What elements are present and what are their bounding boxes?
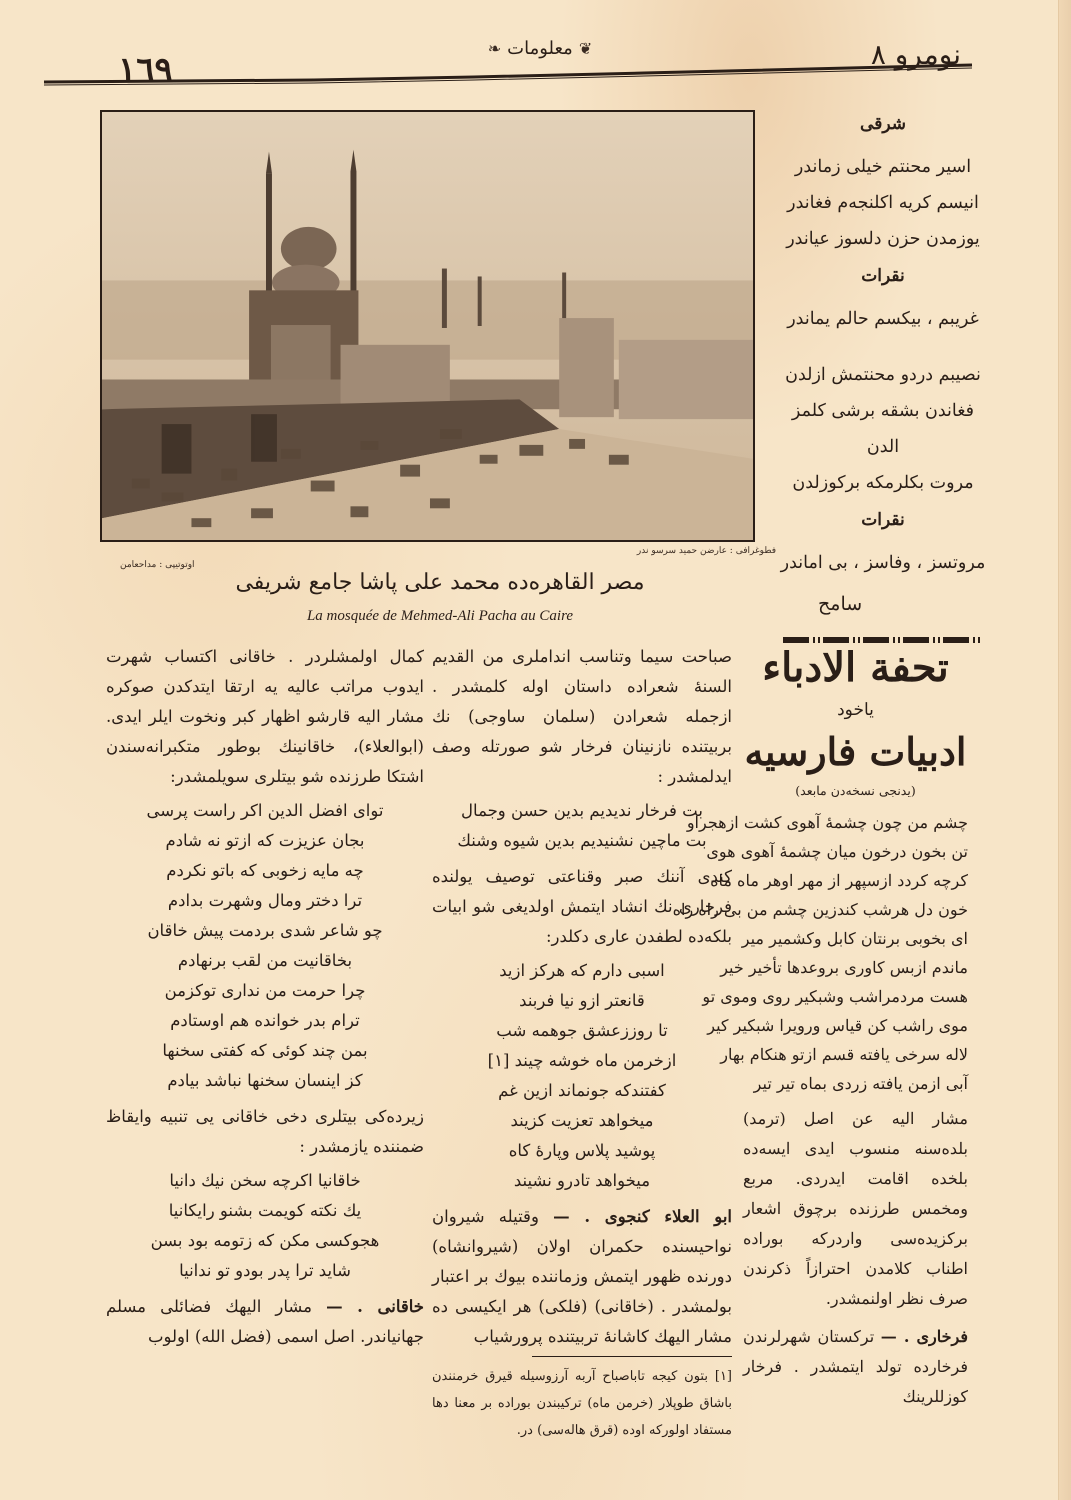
body-paragraph: زیردەکی بیتلری دخی خاقانی یی تنبیه وایقاظ ضمننده یازمشدر : bbox=[106, 1107, 424, 1156]
engraver-credit: اوتوتیپی : مداحعامن bbox=[120, 560, 195, 570]
verse-line: بمن چند کوئی که کفتی سخنها bbox=[162, 1041, 368, 1060]
verse-line: هست مردمراشب وشبکیر روی وموی تو bbox=[702, 987, 968, 1006]
section-title: معلومات bbox=[507, 38, 573, 59]
verse-line: میخواهد تعزیت کزیند bbox=[510, 1111, 654, 1130]
verse-line: کفتندکه جونماند ازین غم bbox=[498, 1081, 666, 1100]
verse-line: چه مایه زخوبی که باتو نکردم bbox=[166, 861, 364, 880]
body-paragraph bbox=[106, 1292, 424, 1352]
header-rule bbox=[44, 62, 972, 86]
verse-line: توای افضل الدین اکر راست پرسی bbox=[146, 801, 384, 820]
refrain-line: غریبم ، بیکسم حالم یماندر bbox=[787, 309, 979, 329]
entry-text: مشار الیهك فضائلی مسلم جهانیاندر. اصل اسمی (فضل الله) اولوب bbox=[106, 1297, 424, 1346]
entry-text: وقتیله شیروان نواحیسنده حکمران اولان (شیروانشاه) دورنده ظهور ایتمش وزماننده بیوك بر اعتبار بولمشدر . (خاقانی) (فلکی) هر ایکیسی ده مشار الیهك کاشانهٔ تربیتنده پرورشیاب bbox=[432, 1207, 732, 1346]
verse-line: شاید ترا پدر بودو تو ندانیا bbox=[179, 1261, 351, 1280]
verse-line: هجوکسی مکن که زتومه بود بسن bbox=[150, 1231, 380, 1250]
verse-block bbox=[432, 796, 732, 856]
refrain-title: نقرات bbox=[861, 510, 905, 530]
verse-line: بخاقانیت من لقب برنهادم bbox=[177, 951, 353, 970]
body-paragraph bbox=[743, 1322, 968, 1412]
poem-line: انیسم کریه اکلنجەم فغاندر bbox=[787, 193, 979, 213]
body-paragraph: کندی آننك صبر وقناعتی توصیف یولنده فرخاری نك انشاد ایتمش اولدیغی شو ابیات بلکەده لطفدن عاری دکلدر: bbox=[432, 867, 732, 946]
poem-line: یوزمدن حزن دلسوز عیاندر bbox=[786, 229, 980, 249]
entry-heading: خاقانی . — bbox=[326, 1297, 424, 1316]
series-column bbox=[672, 640, 969, 1412]
photo-caption-french: La mosquée de Mehmed-Ali Pacha au Caire bbox=[306, 608, 574, 624]
footnote: [١] بتون کیجه تاباصباح آربه آرزوسیله قیرق خرمنندن باشاق طوپلار (خرمن ماه) ترکیبندن بوراده بر معنا دها مستفاد اولورکه اوده (قرق هالەسی) در. bbox=[432, 1369, 732, 1438]
verse-block bbox=[106, 796, 424, 1096]
mosque-photograph bbox=[100, 110, 755, 542]
verse-line: ای بخوبی برنتان کابل وکشمیر میر bbox=[741, 929, 968, 948]
series-subtitle: ادبیات فارسیه bbox=[744, 729, 967, 774]
footnote-rule bbox=[532, 1356, 732, 1357]
verse-line: یك نکته کویمت بشنو رایکانیا bbox=[168, 1201, 362, 1220]
poem-line: فغاندن بشقه برشی کلمز الدن bbox=[791, 401, 975, 457]
verse-line: خون دل هرشب کندزین چشم من بی راه راه bbox=[672, 900, 968, 919]
verse-line: بجان عزیزت که ازتو نه شادم bbox=[165, 831, 365, 850]
verse-line: قانعتر ازو نیا فربند bbox=[519, 991, 645, 1010]
poem-line: نصیبم دردو محنتمش ازلدن bbox=[785, 365, 981, 385]
refrain-title: نقرات bbox=[861, 266, 905, 286]
poem-line: مروت بکلرمکه برکوزلدن bbox=[792, 473, 974, 493]
poem-line: اسیر محنتم خیلی زماندر bbox=[794, 157, 972, 177]
verse-line: میخواهد تادرو نشیند bbox=[513, 1171, 651, 1190]
verse-line: کز اینسان سخنها نباشد بیادم bbox=[167, 1071, 363, 1090]
page-edge bbox=[1058, 0, 1071, 1500]
verse-block bbox=[432, 956, 732, 1196]
continued-note: (یدنجی نسخەدن مابعد) bbox=[795, 783, 916, 798]
poem-signature: سامح bbox=[818, 593, 863, 615]
series-title: تحفة الادباء bbox=[762, 644, 949, 691]
poem-title: شرقی bbox=[860, 114, 906, 134]
verse-line: ماندم ازبس کاوری بروعدها تأخیر خیر bbox=[720, 958, 968, 977]
page-number: ١٦٩ bbox=[118, 50, 173, 90]
mosque-photo-illustration bbox=[102, 112, 753, 540]
verse-line: خاقانیا اکرچه سخن نیك دانیا bbox=[169, 1171, 361, 1190]
verse-line: آبی ازمن یافته زردی بماه تیر تیر bbox=[753, 1074, 968, 1093]
body-paragraph bbox=[432, 1202, 732, 1352]
section-header bbox=[470, 38, 610, 59]
series-or-label: یاخود bbox=[837, 700, 874, 720]
verse-line: چرا حرمت من نداری توکزمن bbox=[164, 981, 366, 1000]
verse-line: تن بخون درخون میان چشمهٔ آهوی هوی bbox=[706, 842, 968, 861]
middle-column bbox=[432, 642, 732, 1444]
ornament-left-icon: ❦ bbox=[578, 39, 593, 58]
verse-line: بت فرخار ندیدیم بدین حسن وجمال bbox=[461, 801, 703, 820]
entry-text: ترکستان شهرلرندن فرخارده تولد ایتمشدر . فرخار کوزللرینك bbox=[743, 1327, 968, 1406]
photo-caption-ottoman: مصر القاهرەدە محمد علی پاشا جامع شریفی bbox=[235, 570, 645, 595]
verse-line: اسبی دارم که هرکز ازید bbox=[499, 961, 665, 980]
verse-line: بت ماچین نشنیدیم بدین شیوه وشنك bbox=[457, 831, 707, 850]
photographer-credit: فطوغرافی : عارضن حمید سرسو ندر bbox=[636, 546, 776, 556]
verse-line: ترام بدر خوانده هم اوستادم bbox=[170, 1011, 360, 1030]
verse-line: کرچه کردد ازسپهر از مهر اوهر ماه ماه bbox=[710, 871, 968, 890]
verse-line: پوشید پلاس وپارهٔ کاه bbox=[508, 1141, 656, 1160]
verse-line: موی راشب کن قیاس ورویرا شبکیر کیر bbox=[707, 1016, 968, 1035]
verse-line: چو شاعر شدی بردمت پیش خاقان bbox=[147, 921, 383, 940]
body-paragraph: صباحت سیما وتناسب انداملری من القدیم السنهٔ شعراده داستان اوله کلمشدر . ازجمله شعرادن (سلمان ساوجی) نك بربیتنده نازنینان فرخار شو صورتله وصف ایدلمشدر : bbox=[432, 647, 732, 786]
refrain-line: مروتسز ، وفاسز ، بی اماندر bbox=[780, 553, 986, 573]
poem-column bbox=[778, 105, 988, 643]
body-paragraph: کمال اولمشلردر . خاقانی اکتساب شهرت ایدوب مراتب عالیه یه ارتقا ایتدکدن صوکره مشار الیه قارشو اظهار کبر ونخوت ایلر ایدی. (ابوالعلاء)، خاقانینك بوطور متکبرانه‌سندن اشتکا طرزنده شو بیتلری سویلمشدر: bbox=[106, 647, 424, 786]
verse-line: تا روززعشق جوهمه شب bbox=[496, 1021, 668, 1040]
ornament-right-icon: ❧ bbox=[487, 39, 502, 58]
verse-line: چشم من چون چشمهٔ آهوی کشت ازهجراو bbox=[686, 813, 968, 832]
issue-number: نومرو ٨ bbox=[870, 38, 961, 71]
verse-line: لاله سرخی یافته قسم ازتو هنکام بهار bbox=[720, 1045, 968, 1064]
body-paragraph: مشار الیه عن اصل (ترمد) بلدەسنه منسوب ایدی ایسەدە بلخده اقامت ایدردی. مربع ومخمس طرزنده برچوق اشعار برکزیدەسی واردرکه بوراده اطناب کلامدن احترازاً ذکرندن صرف نظر اولنمشدر. bbox=[743, 1109, 968, 1308]
verse-block bbox=[106, 1166, 424, 1286]
verse-line: ازخرمن ماه خوشه چیند [١] bbox=[487, 1051, 677, 1070]
verse-line: ترا دختر ومال وشهرت بدادم bbox=[167, 891, 363, 910]
entry-heading: فرخاری . — bbox=[880, 1327, 969, 1346]
left-column bbox=[106, 642, 424, 1352]
entry-heading: ابو العلاء کنجوی . — bbox=[553, 1207, 732, 1226]
